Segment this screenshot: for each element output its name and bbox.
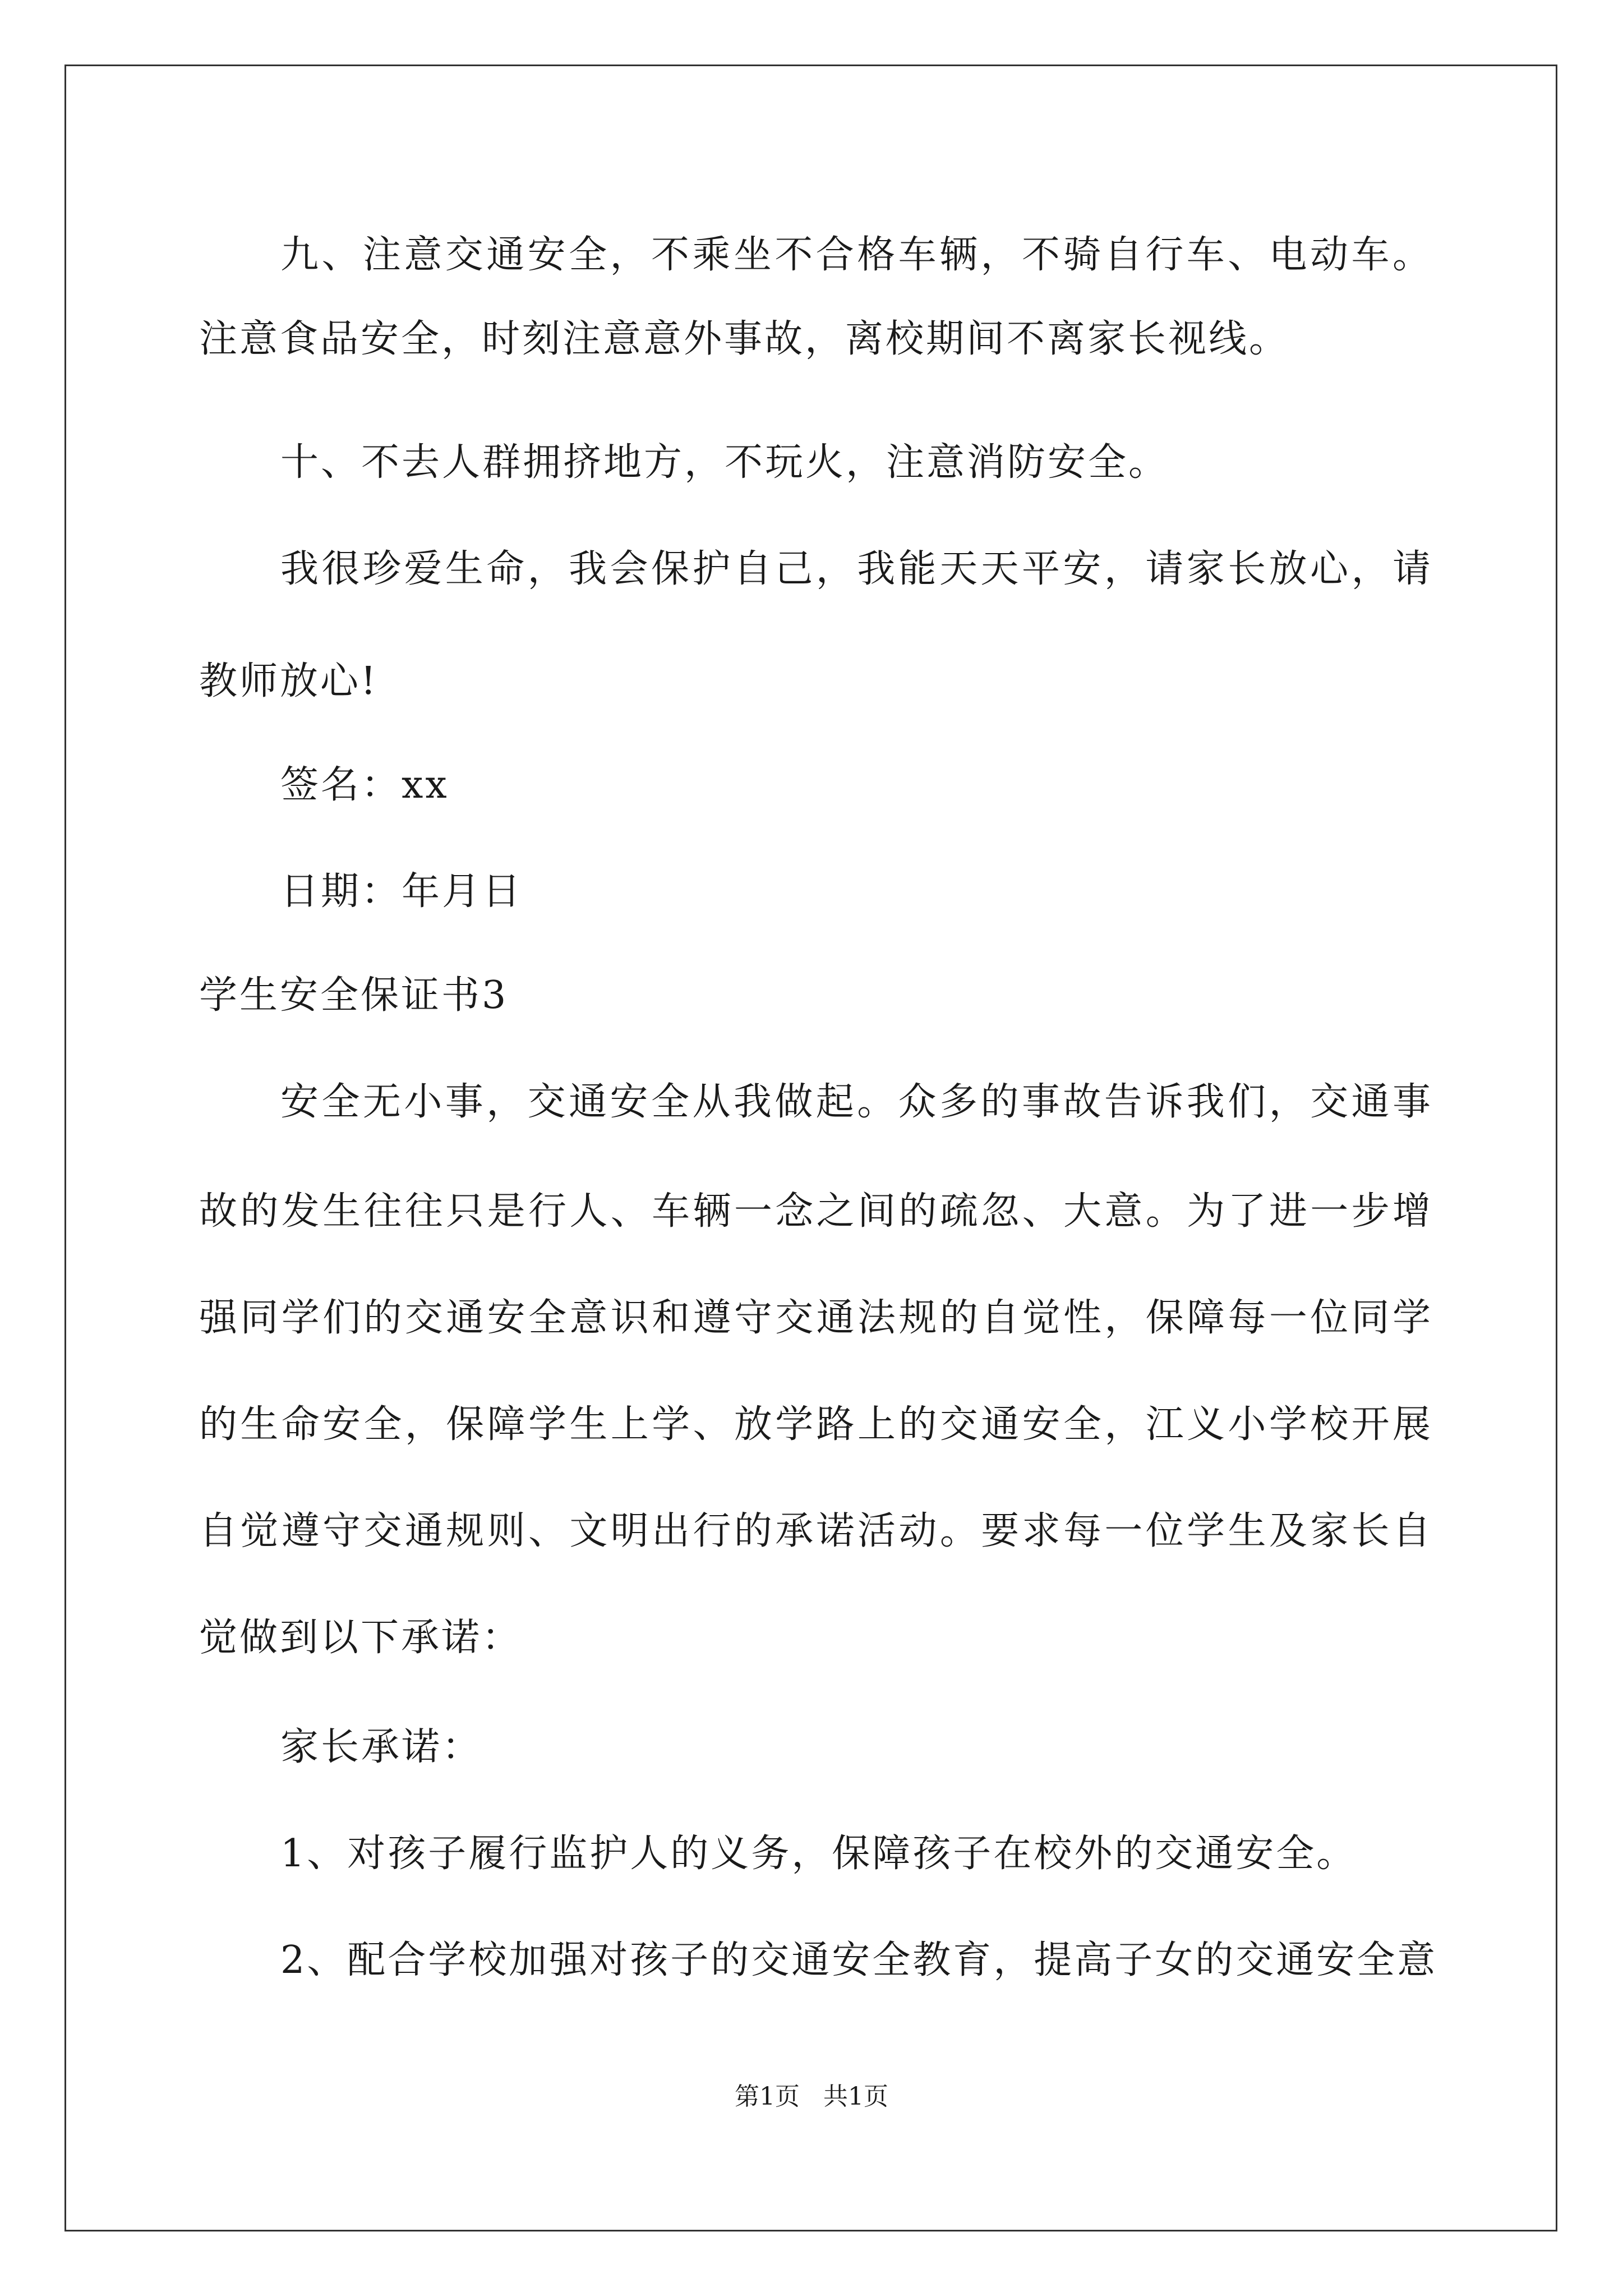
- text-line: 我很珍爱生命，我会保护自己，我能天天平安，请家长放心，请: [280, 547, 1433, 591]
- text-line: 日期：年月日: [280, 869, 523, 914]
- text-line: 的生命安全，保障学生上学、放学路上的交通安全，江义小学校开展: [199, 1402, 1433, 1447]
- text-line: 觉做到以下承诺：: [199, 1616, 523, 1660]
- text-line: 十、不去人群拥挤地方，不玩火，注意消防安全。: [280, 440, 1169, 485]
- text-line: 自觉遵守交通规则、文明出行的承诺活动。要求每一位学生及家长自: [199, 1509, 1433, 1553]
- text-line: 家长承诺：: [280, 1725, 483, 1769]
- text-line: 注意食品安全，时刻注意意外事故，离校期间不离家长视线。: [199, 317, 1290, 361]
- page-footer: 第1页 共1页: [735, 2082, 888, 2111]
- text-line: 九、注意交通安全，不乘坐不合格车辆，不骑自行车、电动车。: [280, 233, 1433, 277]
- page-frame: [64, 65, 1557, 2231]
- text-line: 签名：xx: [280, 763, 449, 807]
- text-line: 故的发生往往只是行人、车辆一念之间的疏忽、大意。为了进一步增: [199, 1189, 1433, 1234]
- text-line: 强同学们的交通安全意识和遵守交通法规的自觉性，保障每一位同学: [199, 1296, 1433, 1340]
- text-line: 安全无小事，交通安全从我做起。众多的事故告诉我们，交通事: [280, 1080, 1433, 1124]
- text-line: 1、对孩子履行监护人的义务，保障孩子在校外的交通安全。: [280, 1832, 1357, 1876]
- section-heading: 学生安全保证书3: [199, 973, 509, 1018]
- text-line: 2、配合学校加强对孩子的交通安全教育，提高子女的交通安全意: [280, 1938, 1438, 1982]
- text-line: 教师放心!: [199, 659, 379, 703]
